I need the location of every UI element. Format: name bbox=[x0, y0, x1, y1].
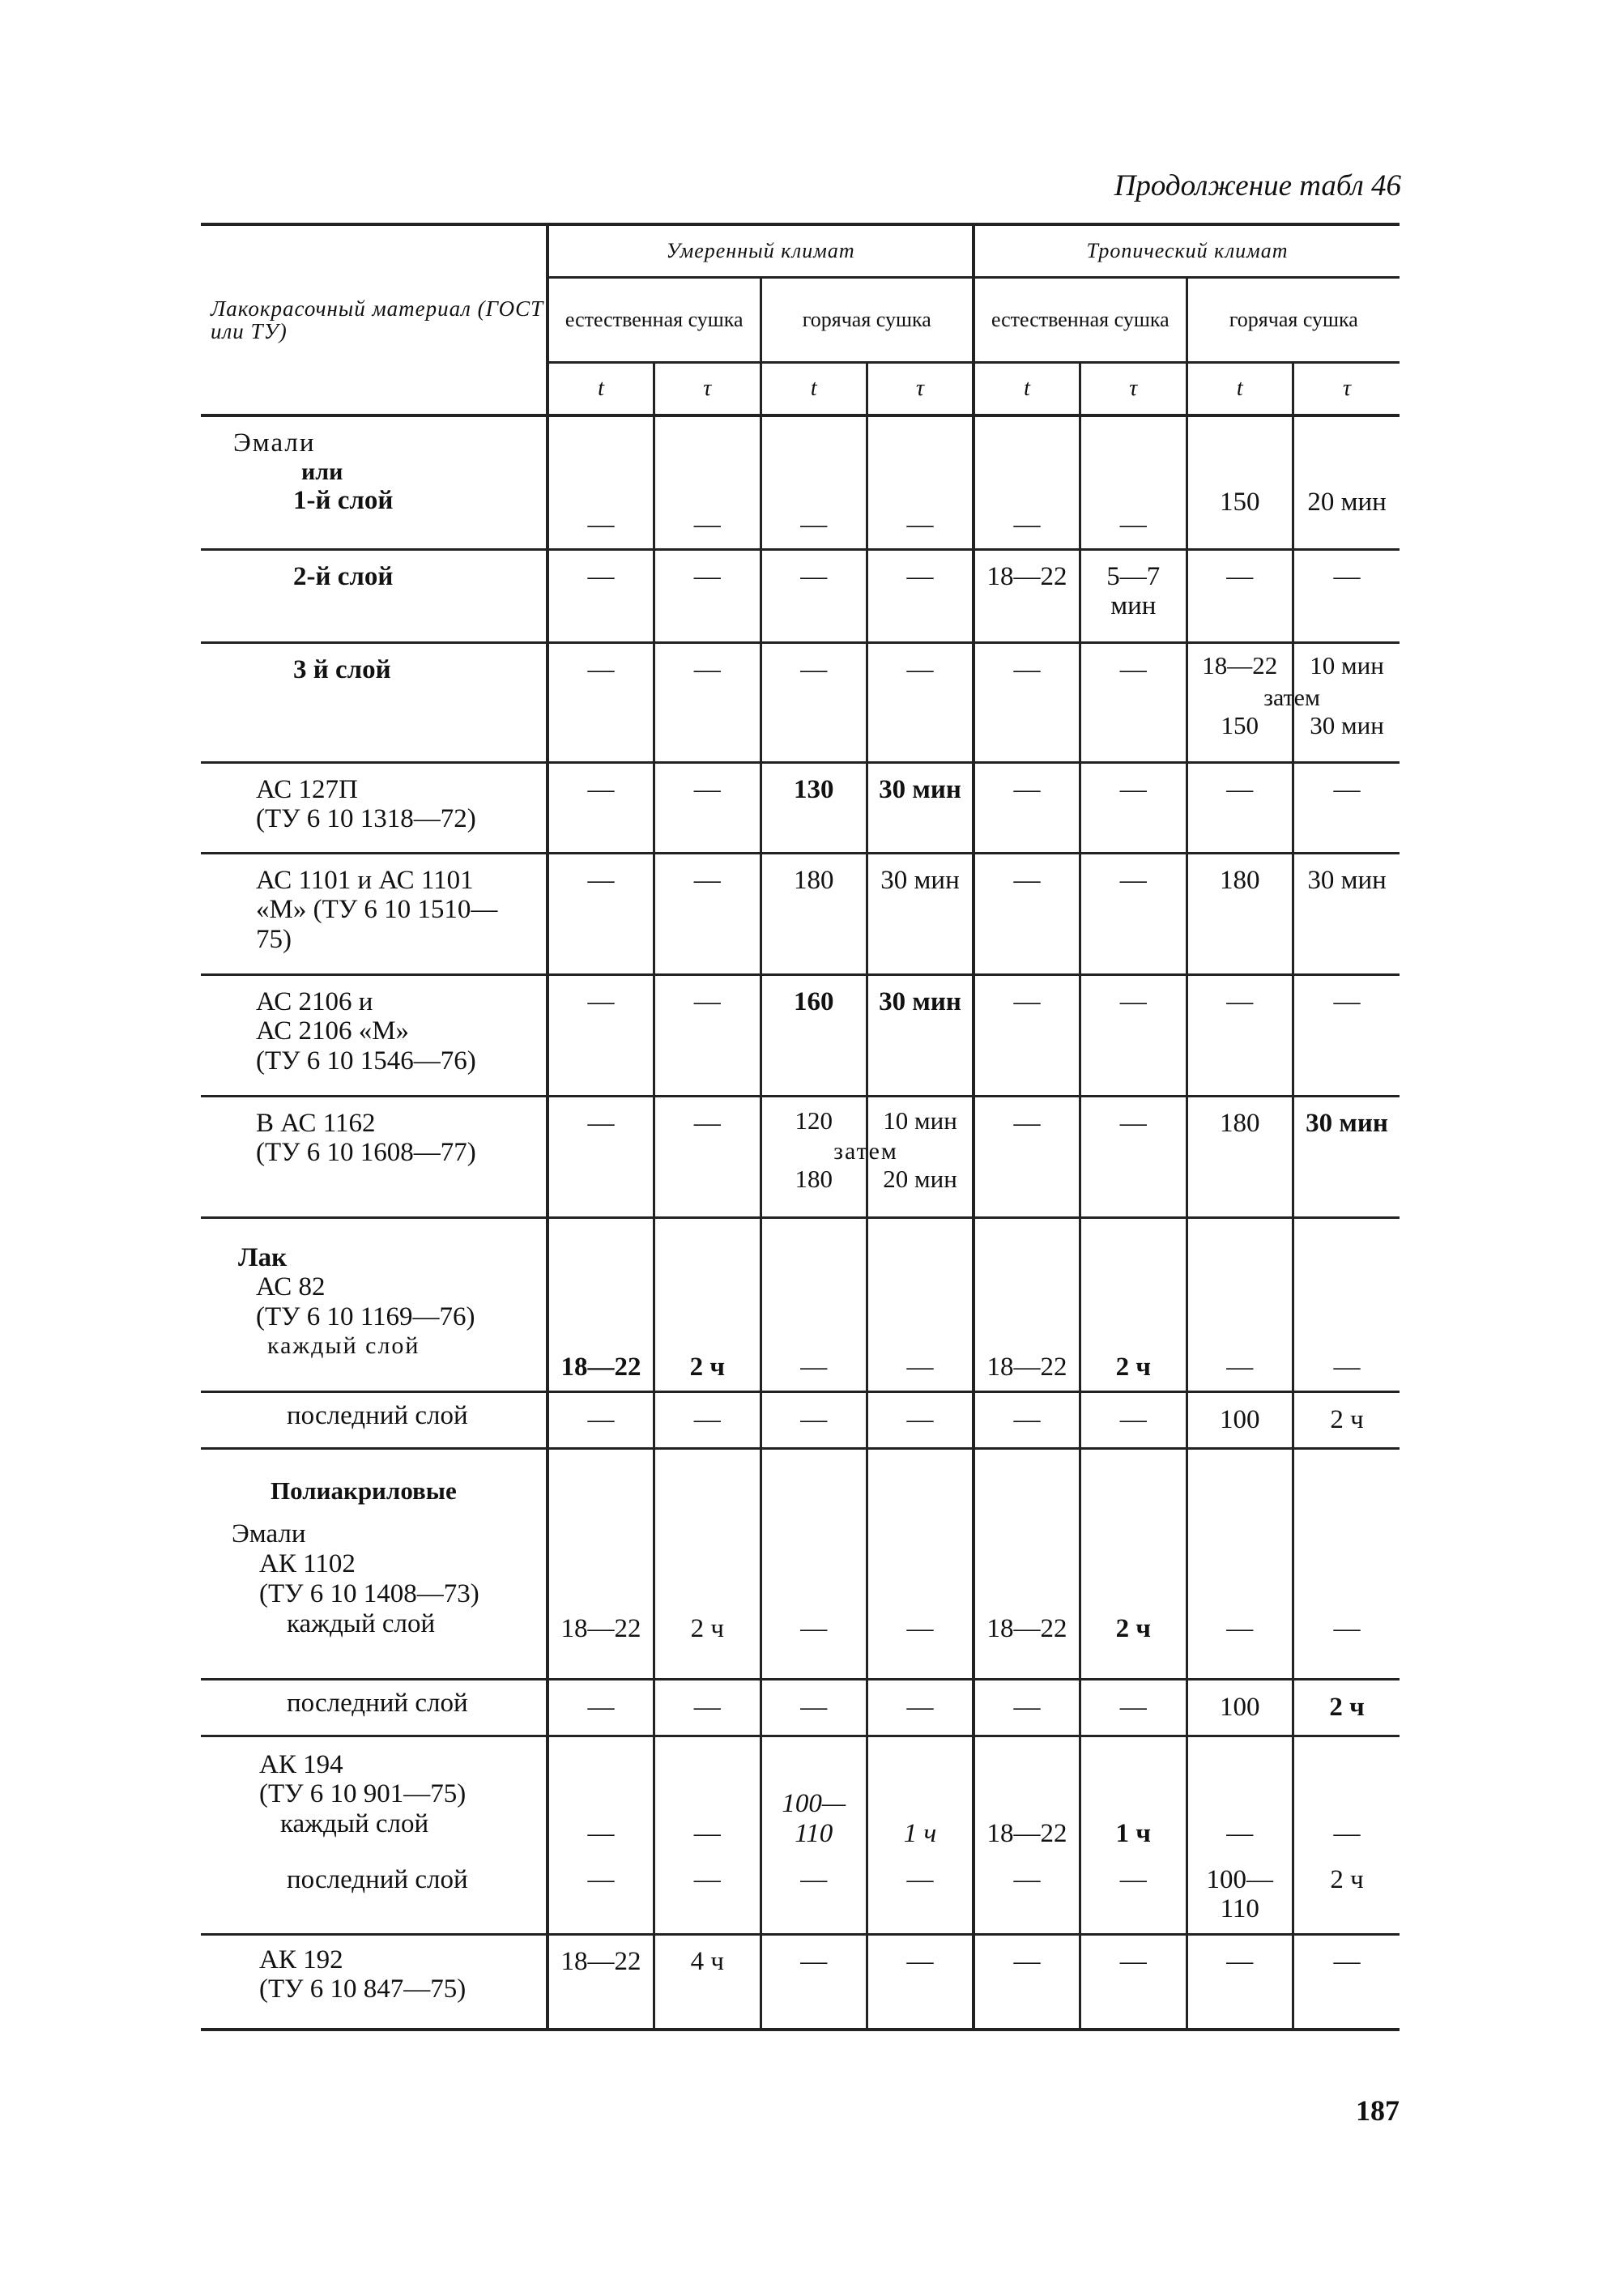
value-cell: 180 bbox=[1187, 853, 1293, 974]
value-cell: — bbox=[761, 1857, 867, 1934]
value-cell: 2 ч bbox=[654, 1217, 761, 1391]
material-spec: (ТУ 6 10 847—75) bbox=[259, 1974, 467, 2004]
table-row bbox=[201, 549, 1400, 642]
value-cell: — bbox=[654, 642, 761, 762]
material-label: АС 1101 и АС 1101 bbox=[256, 865, 474, 895]
material-cell bbox=[201, 853, 547, 974]
layer-label: каждый слой bbox=[280, 1809, 429, 1839]
value-cell: 2 ч bbox=[1293, 1857, 1400, 1934]
table-row bbox=[201, 415, 1400, 549]
material-spec: (ТУ 6 10 1318—72) bbox=[256, 804, 476, 834]
layer-label: последний слой bbox=[287, 1688, 468, 1718]
material-spec: (ТУ 6 10 1546—76) bbox=[256, 1046, 476, 1076]
value-cell: — bbox=[761, 1679, 867, 1736]
value-cell: — bbox=[1293, 974, 1400, 1096]
table-row bbox=[201, 1857, 1400, 1934]
material-cell bbox=[201, 549, 547, 642]
value-cell: — bbox=[547, 549, 654, 642]
material-spec: «М» (ТУ 6 10 1510— bbox=[256, 895, 498, 925]
value-cell: — bbox=[547, 642, 654, 762]
material-spec: (ТУ 6 10 1169—76) bbox=[256, 1302, 475, 1332]
material-cell bbox=[201, 1857, 547, 1934]
material-group-heading: Полиакриловые bbox=[271, 1476, 457, 1505]
value-cell: — bbox=[1080, 415, 1187, 549]
value-cell: — bbox=[654, 974, 761, 1096]
value-cell: 18—22 bbox=[547, 1934, 654, 2030]
value-cell bbox=[867, 1096, 974, 1217]
then-label: затем bbox=[1263, 684, 1320, 711]
material-cell bbox=[201, 1736, 547, 1857]
value-cell: — bbox=[1080, 853, 1187, 974]
value-cell: — bbox=[1080, 1391, 1187, 1448]
table-row bbox=[201, 642, 1400, 762]
value-cell: — bbox=[867, 1217, 974, 1391]
value-cell: — bbox=[654, 853, 761, 974]
value-cell: — bbox=[1187, 549, 1293, 642]
value-cell: — bbox=[974, 1096, 1080, 1217]
value-cell: 1 ч bbox=[1080, 1736, 1187, 1857]
value-cell: — bbox=[654, 415, 761, 549]
value-temp: 120 bbox=[795, 1105, 833, 1135]
material-cell bbox=[201, 1096, 547, 1217]
material-cell bbox=[201, 1448, 547, 1679]
value-cell: 18—22 bbox=[974, 1736, 1080, 1857]
value-cell: — bbox=[974, 762, 1080, 853]
material-cell bbox=[201, 762, 547, 853]
table-caption: Продолжение табл 46 bbox=[1114, 169, 1401, 202]
value-cell: 30 мин bbox=[867, 762, 974, 853]
value-cell: — bbox=[1293, 549, 1400, 642]
value-cell: — bbox=[1293, 762, 1400, 853]
material-cell bbox=[201, 415, 547, 549]
value-cell: 18—22 bbox=[974, 1217, 1080, 1391]
value-cell: 30 мин bbox=[1293, 1096, 1400, 1217]
page-number: 187 bbox=[1356, 2094, 1400, 2127]
header-moderate-natural: естественная сушка bbox=[547, 278, 761, 363]
value-cell: 30 мин bbox=[867, 853, 974, 974]
value-cell: — bbox=[547, 1857, 654, 1934]
material-label: АК 1102 bbox=[259, 1549, 356, 1579]
value-cell: 30 мин bbox=[867, 974, 974, 1096]
value-cell: 130 bbox=[761, 762, 867, 853]
value-cell: — bbox=[547, 762, 654, 853]
value-cell: — bbox=[974, 1679, 1080, 1736]
value-cell: — bbox=[867, 1934, 974, 2030]
table-row bbox=[201, 1679, 1400, 1736]
value-cell: 100—110 bbox=[761, 1736, 867, 1857]
value-cell: — bbox=[547, 1736, 654, 1857]
material-cell bbox=[201, 1934, 547, 2030]
value-cell: — bbox=[1293, 1448, 1400, 1679]
value-cell: 2 ч bbox=[1293, 1679, 1400, 1736]
table-row bbox=[201, 1736, 1400, 1857]
value-cell: — bbox=[1080, 762, 1187, 853]
value-cell: 2 ч bbox=[654, 1448, 761, 1679]
value-cell: — bbox=[1080, 1857, 1187, 1934]
material-spec: (ТУ 6 10 1408—73) bbox=[259, 1579, 479, 1609]
table-row bbox=[201, 1217, 1400, 1391]
value-cell: — bbox=[1080, 1934, 1187, 2030]
value-cell: — bbox=[1187, 974, 1293, 1096]
layer-label: каждый слой bbox=[287, 1609, 436, 1639]
material-label: АС 82 bbox=[256, 1272, 326, 1302]
value-cell: — bbox=[867, 1857, 974, 1934]
value-cell: — bbox=[1187, 1736, 1293, 1857]
value-time: 20 мин bbox=[883, 1164, 957, 1193]
material-spec: (ТУ 6 10 1608—77) bbox=[256, 1138, 476, 1168]
header-t: t bbox=[1187, 363, 1293, 416]
header-tau: τ bbox=[1293, 363, 1400, 416]
value-cell: 4 ч bbox=[654, 1934, 761, 2030]
value-cell: — bbox=[867, 1448, 974, 1679]
value-cell: — bbox=[654, 1736, 761, 1857]
table-row bbox=[201, 762, 1400, 853]
value-cell: 30 мин bbox=[1293, 853, 1400, 974]
value-cell: 18—22 bbox=[547, 1448, 654, 1679]
value-cell: — bbox=[1080, 1096, 1187, 1217]
value-cell: — bbox=[974, 974, 1080, 1096]
value-cell: 2 ч bbox=[1080, 1217, 1187, 1391]
material-cell bbox=[201, 974, 547, 1096]
header-tau: τ bbox=[867, 363, 974, 416]
value-cell: — bbox=[761, 642, 867, 762]
value-cell: — bbox=[547, 1679, 654, 1736]
value-cell: — bbox=[761, 415, 867, 549]
value-cell: — bbox=[974, 853, 1080, 974]
value-cell: 18—22 bbox=[547, 1217, 654, 1391]
value-cell: — bbox=[654, 1096, 761, 1217]
material-label: 3 й слой bbox=[293, 654, 391, 684]
material-spec: 75) bbox=[256, 925, 292, 955]
value-cell: 2 ч bbox=[1293, 1391, 1400, 1448]
material-label: АС 2106 и bbox=[256, 986, 373, 1016]
value-cell: 100 bbox=[1187, 1391, 1293, 1448]
header-t: t bbox=[547, 363, 654, 416]
header-t: t bbox=[761, 363, 867, 416]
material-group-label: Лак bbox=[238, 1242, 288, 1272]
material-group-label: Эмали bbox=[232, 1519, 306, 1549]
header-material: Лакокрасочный материал (ГОСТ или ТУ) bbox=[201, 224, 547, 415]
value-cell: — bbox=[654, 1391, 761, 1448]
table-row bbox=[201, 1096, 1400, 1217]
value-temp: 18—22 bbox=[1202, 650, 1278, 679]
value-cell: 150 bbox=[1187, 415, 1293, 549]
material-label: В АС 1162 bbox=[256, 1108, 376, 1138]
value-cell: 5—7 мин bbox=[1080, 549, 1187, 642]
value-cell: — bbox=[974, 415, 1080, 549]
header-tau: τ bbox=[654, 363, 761, 416]
value-cell: — bbox=[547, 415, 654, 549]
value-cell: — bbox=[974, 642, 1080, 762]
value-cell: — bbox=[1080, 642, 1187, 762]
header-tropical-natural: естественная сушка bbox=[974, 278, 1187, 363]
value-cell: — bbox=[547, 1096, 654, 1217]
value-cell bbox=[1293, 642, 1400, 762]
value-cell: — bbox=[974, 1934, 1080, 2030]
value-cell: — bbox=[761, 549, 867, 642]
value-cell: — bbox=[654, 1857, 761, 1934]
material-label: 1-й слой bbox=[293, 485, 394, 515]
value-cell: — bbox=[547, 853, 654, 974]
value-cell: — bbox=[867, 642, 974, 762]
material-cell bbox=[201, 642, 547, 762]
value-cell: — bbox=[1187, 1934, 1293, 2030]
drying-modes-table bbox=[201, 223, 1400, 2031]
value-cell: — bbox=[761, 1391, 867, 1448]
material-label: 2-й слой bbox=[293, 561, 394, 591]
layer-label: последний слой bbox=[287, 1400, 468, 1430]
value-cell: 1 ч bbox=[867, 1736, 974, 1857]
value-cell: — bbox=[1080, 974, 1187, 1096]
header-tau: τ bbox=[1080, 363, 1187, 416]
material-cell bbox=[201, 1679, 547, 1736]
table-row bbox=[201, 974, 1400, 1096]
value-cell: — bbox=[1187, 1448, 1293, 1679]
value-cell: — bbox=[1080, 1679, 1187, 1736]
material-label: АС 127П bbox=[256, 774, 358, 804]
value-cell: — bbox=[654, 549, 761, 642]
value-cell: — bbox=[761, 1448, 867, 1679]
value-cell: — bbox=[867, 1391, 974, 1448]
value-cell: — bbox=[1187, 1217, 1293, 1391]
value-cell bbox=[761, 1096, 898, 1217]
value-cell: — bbox=[1293, 1217, 1400, 1391]
table-row bbox=[201, 1934, 1400, 2030]
material-group-label: Эмали bbox=[233, 428, 316, 458]
value-cell: — bbox=[867, 549, 974, 642]
value-cell: 18—22 bbox=[974, 549, 1080, 642]
value-cell: — bbox=[1293, 1934, 1400, 2030]
value-cell: — bbox=[761, 1934, 867, 2030]
material-label: АК 192 bbox=[259, 1945, 343, 1974]
then-label: затем bbox=[833, 1137, 898, 1165]
value-cell: — bbox=[974, 1857, 1080, 1934]
header-tropical-hot: горячая сушка bbox=[1187, 278, 1400, 363]
value-cell: 100—110 bbox=[1187, 1857, 1293, 1934]
value-time: 10 мин bbox=[883, 1105, 957, 1135]
table-row bbox=[201, 1448, 1400, 1679]
value-cell: 2 ч bbox=[1080, 1448, 1187, 1679]
value-cell: — bbox=[1187, 762, 1293, 853]
material-label: АС 2106 «М» bbox=[256, 1016, 410, 1046]
value-cell: 180 bbox=[1187, 1096, 1293, 1217]
value-cell: 180 bbox=[761, 853, 867, 974]
value-temp: 150 bbox=[1221, 710, 1259, 739]
value-cell: — bbox=[654, 762, 761, 853]
value-cell: — bbox=[974, 1391, 1080, 1448]
value-cell: — bbox=[1293, 1736, 1400, 1857]
header-t: t bbox=[974, 363, 1080, 416]
value-cell: 160 bbox=[761, 974, 867, 1096]
header-tropical-climate: Тропический климат bbox=[974, 224, 1400, 278]
value-time: 10 мин bbox=[1310, 650, 1384, 679]
material-spec: (ТУ 6 10 901—75) bbox=[259, 1779, 467, 1809]
table-row bbox=[201, 1391, 1400, 1448]
material-label: АК 194 bbox=[259, 1749, 343, 1779]
material-cell bbox=[201, 1391, 547, 1448]
material-cell bbox=[201, 1217, 547, 1391]
value-cell: — bbox=[547, 974, 654, 1096]
value-temp: 180 bbox=[795, 1164, 833, 1193]
value-cell: 100 bbox=[1187, 1679, 1293, 1736]
layer-label: каждый слой bbox=[267, 1332, 420, 1360]
value-cell: — bbox=[867, 1679, 974, 1736]
value-cell: — bbox=[867, 415, 974, 549]
value-time: 30 мин bbox=[1310, 710, 1384, 739]
material-label: или bbox=[301, 458, 343, 485]
layer-label: последний слой bbox=[287, 1865, 468, 1894]
header-moderate-hot: горячая сушка bbox=[761, 278, 974, 363]
value-cell: — bbox=[654, 1679, 761, 1736]
value-cell: — bbox=[547, 1391, 654, 1448]
table-row bbox=[201, 853, 1400, 974]
value-cell: 18—22 bbox=[974, 1448, 1080, 1679]
value-cell bbox=[1187, 642, 1320, 762]
value-cell: — bbox=[761, 1217, 867, 1391]
value-cell: 20 мин bbox=[1293, 415, 1400, 549]
header-moderate-climate: Умеренный климат bbox=[547, 224, 974, 278]
